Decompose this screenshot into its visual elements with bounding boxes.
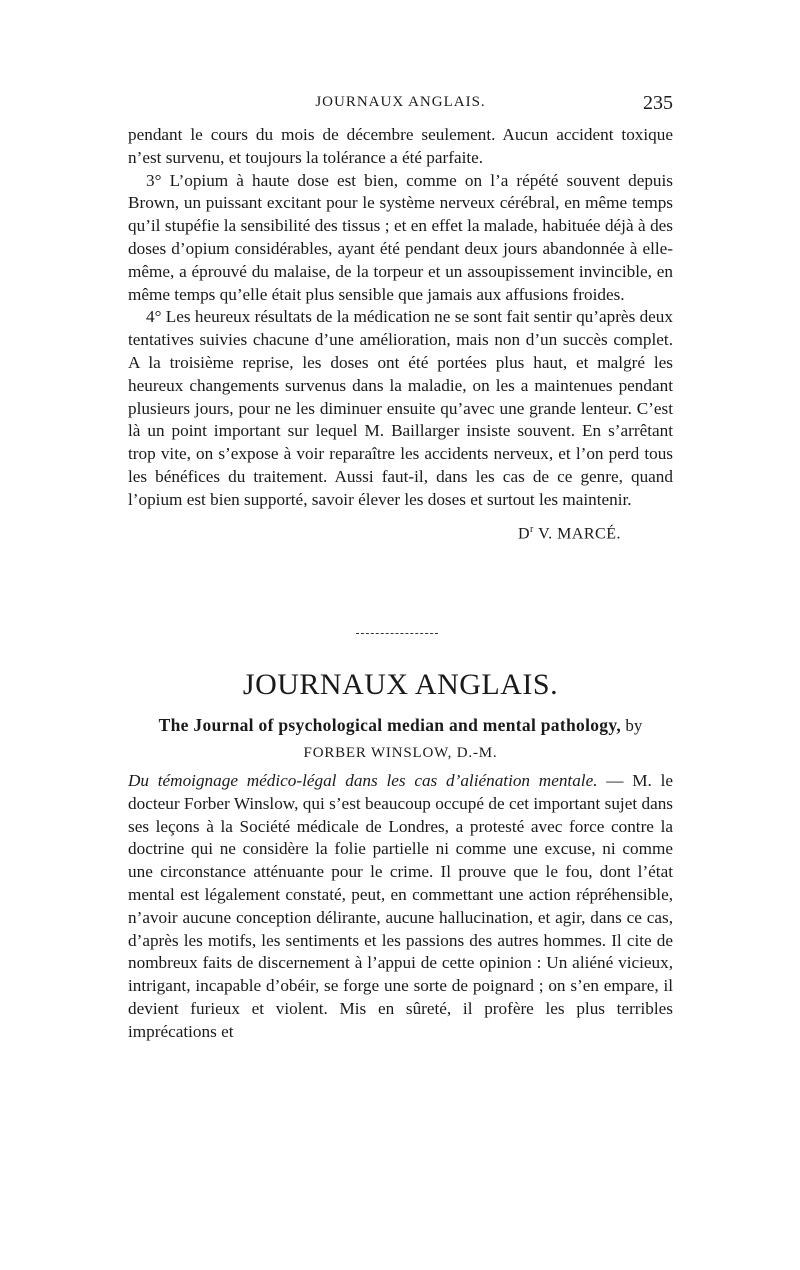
paragraph-1: pendant le cours du mois de décembre seulement. Aucun accident toxique n’est survenu, et toujours la tolérance a été parfaite. [128, 125, 673, 167]
running-title: JOURNAUX ANGLAIS. [315, 94, 486, 110]
signature-superscript: r [530, 523, 534, 535]
running-head [128, 92, 673, 116]
section-title: JOURNAUX ANGLAIS. [242, 668, 559, 701]
journal-name: The Journal of psychological median and mental pathology, [158, 715, 622, 735]
author-signature [128, 518, 621, 546]
section-paragraph [128, 770, 673, 1044]
section-lead: Du témoignage médico-légal dans les cas d’aliénation mentale. [128, 771, 598, 790]
section-body-text: — M. le docteur Forber Winslow, qui s’est beaucoup occupé de cet important sujet dans ses leçons à la Société médicale de Londres, a protesté avec force contre la doctrine qui ne considère la folie partielle ni comme une excuse, ni comme une circonstance atténuante pour le crime. Il prouve que le fou, dont l’état mental est légalement constaté, peut, en commettant une action répréhensible, n’avoir aucune conception délirante, aucune hallucination, et agir, dans ce cas, d’après les motifs, les sentiments et les passions des autres hommes. Il cite de nombreux faits de discernement à l’appui de cette opinion : Un aliéné vicieux, intrigant, incapable d’obéir, se forge une sorte de poignard ; on s’en empare, il devient furieux et violent. Mis en sûreté, il profère les plus terribles imprécations et [128, 771, 674, 1041]
paragraph-3: 4° Les heureux résultats de la médication ne se sont fait sentir qu’après deux tentatives suivies chacune d’une amélioration, mais non d’un succès complet. A la troisième reprise, les doses ont été portées plus haut, et malgré les heureux changements survenus dans la maladie, on les a maintenues pendant plusieurs jours, pour ne les diminuer ensuite qu’avec une grande lenteur. C’est là un point important sur lequel M. Baillarger insiste souvent. En s’arrêtant trop vite, on s’expose à voir reparaître les accidents nerveux, et l’on perd tous les bénéfices du traitement. Aussi faut-il, dans les cas de ce genre, quand l’opium est bien supporté, savoir élever les doses et surtout les maintenir. [128, 307, 673, 509]
section-divider [356, 633, 438, 634]
signature-prefix: D [517, 524, 531, 542]
paragraph-2: 3° L’opium à haute dose est bien, comme on l’a répété souvent depuis Brown, un puissant excitant pour le système nerveux cérébral, en même temps qu’il stupéfie la sensibilité des tissus ; et en effet la malade, habituée déjà à des doses d’opium considérables, ayant été pendant deux jours abandonnée à elle-même, a éprouvé du malaise, de la torpeur et un assoupissement invincible, en même temps qu’elle était plus sensible que jamais aux affusions froides. [128, 170, 673, 304]
section-body [128, 770, 673, 1044]
signature-name: V. MARCÉ. [538, 524, 621, 542]
article-body [128, 124, 673, 546]
journal-author: FORBER WINSLOW, D.-M. [303, 745, 498, 761]
journal-reference [128, 712, 673, 766]
journal-by: by [625, 716, 643, 735]
page-number: 235 [643, 92, 673, 114]
